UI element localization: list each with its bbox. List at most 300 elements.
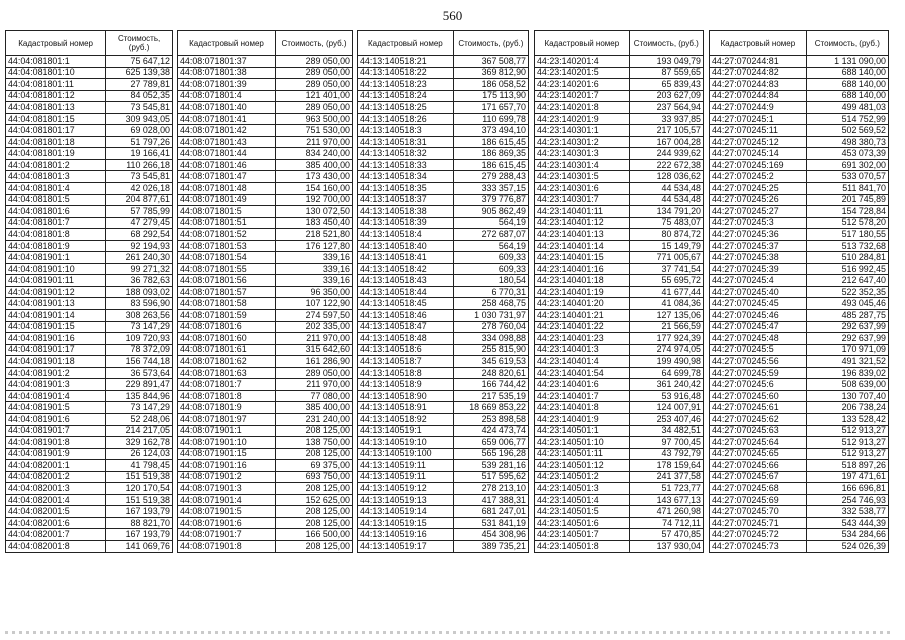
table-row bbox=[535, 483, 704, 495]
cost-cell: 97 700,45 bbox=[629, 437, 703, 449]
cost-cell: 424 473,74 bbox=[453, 425, 528, 437]
table-row bbox=[358, 333, 529, 345]
cadastral-number-cell: 44:08:071901:7 bbox=[178, 529, 276, 541]
cost-cell: 121 401,00 bbox=[276, 90, 353, 102]
header-cost: Стоимость, (руб.) bbox=[106, 31, 173, 56]
cost-cell: 493 045,46 bbox=[806, 298, 888, 310]
cadastral-number-cell: 44:27:070245:45 bbox=[710, 298, 807, 310]
cadastral-number-cell: 44:23:140301:6 bbox=[535, 183, 630, 195]
table-row bbox=[710, 471, 889, 483]
table-row bbox=[6, 298, 173, 310]
table-row bbox=[535, 425, 704, 437]
cadastral-number-cell: 44:13:140518:92 bbox=[358, 413, 454, 425]
cadastral-number-cell: 44:27:070245:25 bbox=[710, 183, 807, 195]
cadastral-number-cell: 44:13:140518:24 bbox=[358, 90, 454, 102]
cost-cell: 534 284,66 bbox=[806, 529, 888, 541]
table-row bbox=[710, 506, 889, 518]
cost-cell: 167 193,79 bbox=[106, 506, 173, 518]
cadastral-number-cell: 44:27:070245:60 bbox=[710, 390, 807, 402]
cost-cell: 485 287,75 bbox=[806, 310, 888, 322]
table-row bbox=[358, 263, 529, 275]
cost-cell: 151 519,38 bbox=[106, 494, 173, 506]
cadastral-number-cell: 44:08:071801:56 bbox=[178, 275, 276, 287]
table-row bbox=[710, 367, 889, 379]
table-row bbox=[710, 90, 889, 102]
cadastral-number-cell: 44:27:070245:36 bbox=[710, 229, 807, 241]
cost-cell: 68 292,54 bbox=[106, 229, 173, 241]
table-row bbox=[535, 540, 704, 552]
cost-cell: 52 248,06 bbox=[106, 413, 173, 425]
header-cadastral-number: Кадастровый номер bbox=[710, 31, 807, 56]
table-row bbox=[358, 217, 529, 229]
table-row bbox=[178, 517, 353, 529]
cadastral-number-cell: 44:13:140519:17 bbox=[358, 540, 454, 552]
cadastral-number-cell: 44:23:140301:2 bbox=[535, 136, 630, 148]
table-row bbox=[6, 379, 173, 391]
table-row bbox=[710, 183, 889, 195]
cadastral-number-cell: 44:23:140401:3 bbox=[535, 344, 630, 356]
cost-cell: 564,19 bbox=[453, 240, 528, 252]
table-row bbox=[6, 506, 173, 518]
cadastral-number-cell: 44:04:081901:2 bbox=[6, 367, 106, 379]
cadastral-number-cell: 44:08:071901:6 bbox=[178, 517, 276, 529]
cadastral-number-cell: 44:13:140518:40 bbox=[358, 240, 454, 252]
cadastral-number-cell: 44:04:082001:1 bbox=[6, 460, 106, 472]
table-row bbox=[358, 540, 529, 552]
cost-cell: 339,16 bbox=[276, 275, 353, 287]
cost-cell: 166 744,42 bbox=[453, 379, 528, 391]
table-row bbox=[358, 90, 529, 102]
cadastral-number-cell: 44:23:140501:2 bbox=[535, 471, 630, 483]
table-row bbox=[6, 102, 173, 114]
cost-cell: 151 519,38 bbox=[106, 471, 173, 483]
cadastral-number-cell: 44:27:070245:69 bbox=[710, 494, 807, 506]
cost-cell: 128 036,62 bbox=[629, 171, 703, 183]
cadastral-number-cell: 44:08:071901:16 bbox=[178, 460, 276, 472]
table-row bbox=[6, 286, 173, 298]
cost-cell: 204 877,61 bbox=[106, 194, 173, 206]
cost-cell: 167 004,28 bbox=[629, 136, 703, 148]
table-row bbox=[178, 125, 353, 137]
cadastral-number-cell: 44:13:140518:26 bbox=[358, 113, 454, 125]
cost-cell: 659 006,77 bbox=[453, 437, 528, 449]
cadastral-number-cell: 44:27:070245:63 bbox=[710, 425, 807, 437]
cost-cell: 57 470,85 bbox=[629, 529, 703, 541]
table-row bbox=[178, 171, 353, 183]
cadastral-number-cell: 44:08:071801:6 bbox=[178, 321, 276, 333]
table-row bbox=[178, 263, 353, 275]
cost-cell: 166 500,00 bbox=[276, 529, 353, 541]
cadastral-number-cell: 44:08:071901:1 bbox=[178, 425, 276, 437]
cost-cell: 309 943,05 bbox=[106, 113, 173, 125]
table-row bbox=[535, 321, 704, 333]
cadastral-number-cell: 44:13:140518:35 bbox=[358, 183, 454, 195]
cost-cell: 248 820,61 bbox=[453, 367, 528, 379]
table-row bbox=[358, 252, 529, 264]
table-row bbox=[6, 148, 173, 160]
cadastral-number-cell: 44:27:070245:47 bbox=[710, 321, 807, 333]
cadastral-number-cell: 44:08:071901:10 bbox=[178, 437, 276, 449]
cost-cell: 241 377,58 bbox=[629, 471, 703, 483]
cost-cell: 539 281,16 bbox=[453, 460, 528, 472]
cost-cell: 361 240,42 bbox=[629, 379, 703, 391]
cost-cell: 289 050,00 bbox=[276, 67, 353, 79]
table-row bbox=[710, 125, 889, 137]
cost-cell: 154 160,00 bbox=[276, 183, 353, 195]
cadastral-number-cell: 44:27:070245:71 bbox=[710, 517, 807, 529]
table-row bbox=[6, 159, 173, 171]
cost-cell: 143 677,13 bbox=[629, 494, 703, 506]
cost-cell: 88 821,70 bbox=[106, 517, 173, 529]
cost-cell: 609,33 bbox=[453, 263, 528, 275]
cadastral-number-cell: 44:13:140518:37 bbox=[358, 194, 454, 206]
cost-cell: 41 798,45 bbox=[106, 460, 173, 472]
cadastral-number-cell: 44:27:070244:84 bbox=[710, 90, 807, 102]
table-row bbox=[6, 460, 173, 472]
table-row bbox=[358, 113, 529, 125]
cost-cell: 339,16 bbox=[276, 252, 353, 264]
table-row bbox=[710, 402, 889, 414]
header-cadastral-number: Кадастровый номер bbox=[178, 31, 276, 56]
cadastral-number-cell: 44:13:140518:91 bbox=[358, 402, 454, 414]
cost-cell: 208 125,00 bbox=[276, 483, 353, 495]
cadastral-number-cell: 44:04:081901:17 bbox=[6, 344, 106, 356]
cadastral-number-cell: 44:04:081901:14 bbox=[6, 310, 106, 322]
table-row bbox=[6, 517, 173, 529]
cost-cell: 41 084,36 bbox=[629, 298, 703, 310]
cadastral-number-cell: 44:27:070245:5 bbox=[710, 344, 807, 356]
cadastral-table-3 bbox=[357, 30, 529, 553]
table-row bbox=[358, 356, 529, 368]
cadastral-number-cell: 44:08:071801:39 bbox=[178, 79, 276, 91]
table-row bbox=[535, 356, 704, 368]
cost-cell: 188 093,02 bbox=[106, 286, 173, 298]
cadastral-number-cell: 44:13:140518:21 bbox=[358, 56, 454, 68]
table-row bbox=[710, 517, 889, 529]
table-row bbox=[710, 240, 889, 252]
table-row bbox=[710, 413, 889, 425]
table-row bbox=[6, 252, 173, 264]
cost-cell: 201 745,89 bbox=[806, 194, 888, 206]
cost-cell: 186 058,52 bbox=[453, 79, 528, 91]
cadastral-number-cell: 44:23:140301:5 bbox=[535, 171, 630, 183]
table-row bbox=[710, 333, 889, 345]
cost-cell: 254 746,93 bbox=[806, 494, 888, 506]
table-row bbox=[710, 321, 889, 333]
cadastral-number-cell: 44:13:140519:16 bbox=[358, 529, 454, 541]
header-cost: Стоимость, (руб.) bbox=[806, 31, 888, 56]
cadastral-table-1 bbox=[5, 30, 173, 553]
table-row bbox=[535, 148, 704, 160]
cost-cell: 289 050,00 bbox=[276, 79, 353, 91]
cadastral-number-cell: 44:04:081801:11 bbox=[6, 79, 106, 91]
table-row bbox=[6, 275, 173, 287]
header-cadastral-number: Кадастровый номер bbox=[358, 31, 454, 56]
table-row bbox=[6, 136, 173, 148]
table-row bbox=[535, 136, 704, 148]
cost-cell: 518 897,26 bbox=[806, 460, 888, 472]
cost-cell: 278 760,04 bbox=[453, 321, 528, 333]
cost-cell: 454 308,96 bbox=[453, 529, 528, 541]
cost-cell: 512 913,27 bbox=[806, 425, 888, 437]
table-row bbox=[710, 79, 889, 91]
cadastral-number-cell: 44:23:140501:10 bbox=[535, 437, 630, 449]
table-row bbox=[710, 460, 889, 472]
cadastral-number-cell: 44:13:140518:4 bbox=[358, 229, 454, 241]
cadastral-number-cell: 44:23:140301:1 bbox=[535, 125, 630, 137]
cadastral-number-cell: 44:27:070245:70 bbox=[710, 506, 807, 518]
cadastral-number-cell: 44:23:140401:9 bbox=[535, 413, 630, 425]
table-row bbox=[178, 183, 353, 195]
table-row bbox=[535, 344, 704, 356]
cadastral-number-cell: 44:23:140401:15 bbox=[535, 252, 630, 264]
cost-cell: 471 260,98 bbox=[629, 506, 703, 518]
cadastral-number-cell: 44:23:140401:6 bbox=[535, 379, 630, 391]
table-row bbox=[710, 136, 889, 148]
cost-cell: 208 125,00 bbox=[276, 425, 353, 437]
cadastral-number-cell: 44:08:071801:7 bbox=[178, 379, 276, 391]
cadastral-number-cell: 44:04:082001:6 bbox=[6, 517, 106, 529]
cost-cell: 51 797,26 bbox=[106, 136, 173, 148]
table-row bbox=[710, 379, 889, 391]
cost-cell: 73 545,81 bbox=[106, 102, 173, 114]
cadastral-number-cell: 44:27:070245:66 bbox=[710, 460, 807, 472]
table-row bbox=[178, 437, 353, 449]
cost-cell: 180,54 bbox=[453, 275, 528, 287]
table-row bbox=[710, 159, 889, 171]
cost-cell: 315 642,60 bbox=[276, 344, 353, 356]
cadastral-number-cell: 44:13:140518:8 bbox=[358, 367, 454, 379]
table-row bbox=[535, 183, 704, 195]
cost-cell: 57 785,99 bbox=[106, 206, 173, 218]
cost-cell: 261 240,30 bbox=[106, 252, 173, 264]
cadastral-number-cell: 44:04:081801:1 bbox=[6, 56, 106, 68]
table-row bbox=[178, 56, 353, 68]
cost-cell: 109 720,93 bbox=[106, 333, 173, 345]
table-row bbox=[358, 67, 529, 79]
cadastral-number-cell: 44:13:140518:32 bbox=[358, 148, 454, 160]
cost-cell: 543 444,39 bbox=[806, 517, 888, 529]
cadastral-number-cell: 44:27:070245:56 bbox=[710, 356, 807, 368]
header-cost: Стоимость, (руб.) bbox=[453, 31, 528, 56]
cost-cell: 258 468,75 bbox=[453, 298, 528, 310]
cadastral-number-cell: 44:13:140518:25 bbox=[358, 102, 454, 114]
cost-cell: 693 750,00 bbox=[276, 471, 353, 483]
table-row bbox=[178, 494, 353, 506]
cadastral-number-cell: 44:23:140401:20 bbox=[535, 298, 630, 310]
table-row bbox=[6, 217, 173, 229]
table-row bbox=[6, 56, 173, 68]
cost-cell: 389 735,21 bbox=[453, 540, 528, 552]
table-row bbox=[178, 529, 353, 541]
cadastral-number-cell: 44:13:140518:90 bbox=[358, 390, 454, 402]
cost-cell: 333 357,15 bbox=[453, 183, 528, 195]
cost-cell: 73 147,29 bbox=[106, 321, 173, 333]
cadastral-number-cell: 44:13:140518:33 bbox=[358, 159, 454, 171]
cost-cell: 138 750,00 bbox=[276, 437, 353, 449]
table-row bbox=[710, 390, 889, 402]
table-row bbox=[178, 194, 353, 206]
table-row bbox=[535, 437, 704, 449]
table-row bbox=[710, 344, 889, 356]
cost-cell: 516 992,45 bbox=[806, 263, 888, 275]
cadastral-number-cell: 44:27:070245:26 bbox=[710, 194, 807, 206]
table-row bbox=[535, 252, 704, 264]
table-row bbox=[358, 494, 529, 506]
table-row bbox=[710, 229, 889, 241]
cost-cell: 33 937,85 bbox=[629, 113, 703, 125]
cadastral-number-cell: 44:27:070245:169 bbox=[710, 159, 807, 171]
cost-cell: 688 140,00 bbox=[806, 90, 888, 102]
cadastral-number-cell: 44:13:140518:31 bbox=[358, 136, 454, 148]
cadastral-number-cell: 44:08:071801:51 bbox=[178, 217, 276, 229]
cost-cell: 508 639,00 bbox=[806, 379, 888, 391]
cadastral-number-cell: 44:23:140501:8 bbox=[535, 540, 630, 552]
table-row bbox=[178, 356, 353, 368]
cost-cell: 110 266,18 bbox=[106, 159, 173, 171]
cost-cell: 905 862,49 bbox=[453, 206, 528, 218]
cost-cell: 36 782,63 bbox=[106, 275, 173, 287]
cadastral-number-cell: 44:27:070245:48 bbox=[710, 333, 807, 345]
cost-cell: 65 839,43 bbox=[629, 79, 703, 91]
table-row bbox=[358, 425, 529, 437]
table-row bbox=[535, 263, 704, 275]
cadastral-number-cell: 44:23:140401:11 bbox=[535, 206, 630, 218]
cadastral-number-cell: 44:08:071801:46 bbox=[178, 159, 276, 171]
cost-cell: 183 450,40 bbox=[276, 217, 353, 229]
cadastral-number-cell: 44:04:081901:13 bbox=[6, 298, 106, 310]
table-row bbox=[358, 344, 529, 356]
table-row bbox=[710, 494, 889, 506]
cadastral-number-cell: 44:04:081901:3 bbox=[6, 379, 106, 391]
cost-cell: 21 566,59 bbox=[629, 321, 703, 333]
cadastral-number-cell: 44:08:071801:55 bbox=[178, 263, 276, 275]
header-cadastral-number: Кадастровый номер bbox=[6, 31, 106, 56]
cadastral-number-cell: 44:23:140301:3 bbox=[535, 148, 630, 160]
cadastral-number-cell: 44:04:082001:2 bbox=[6, 471, 106, 483]
cadastral-number-cell: 44:27:070245:3 bbox=[710, 217, 807, 229]
cost-cell: 625 139,38 bbox=[106, 67, 173, 79]
table-row bbox=[178, 390, 353, 402]
cadastral-number-cell: 44:04:081901:18 bbox=[6, 356, 106, 368]
cost-cell: 214 217,05 bbox=[106, 425, 173, 437]
table-row bbox=[535, 67, 704, 79]
cost-cell: 55 695,72 bbox=[629, 275, 703, 287]
table-row bbox=[358, 194, 529, 206]
cost-cell: 127 135,06 bbox=[629, 310, 703, 322]
cost-cell: 156 744,18 bbox=[106, 356, 173, 368]
cost-cell: 96 350,00 bbox=[276, 286, 353, 298]
cost-cell: 385 400,00 bbox=[276, 159, 353, 171]
cost-cell: 44 534,48 bbox=[629, 194, 703, 206]
table-row bbox=[178, 379, 353, 391]
cost-cell: 385 400,00 bbox=[276, 402, 353, 414]
table-row bbox=[178, 333, 353, 345]
cadastral-number-cell: 44:27:070245:59 bbox=[710, 367, 807, 379]
cadastral-number-cell: 44:08:071801:47 bbox=[178, 171, 276, 183]
cost-cell: 511 841,70 bbox=[806, 183, 888, 195]
cadastral-table-4 bbox=[534, 30, 704, 553]
table-row bbox=[6, 344, 173, 356]
cadastral-number-cell: 44:13:140518:9 bbox=[358, 379, 454, 391]
cost-cell: 47 279,45 bbox=[106, 217, 173, 229]
table-row bbox=[535, 286, 704, 298]
table-row bbox=[6, 310, 173, 322]
cadastral-number-cell: 44:04:081901:1 bbox=[6, 252, 106, 264]
cadastral-number-cell: 44:23:140301:7 bbox=[535, 194, 630, 206]
cost-cell: 75 647,12 bbox=[106, 56, 173, 68]
cadastral-number-cell: 44:04:081801:4 bbox=[6, 183, 106, 195]
cost-cell: 77 080,00 bbox=[276, 390, 353, 402]
cadastral-number-cell: 44:04:082001:7 bbox=[6, 529, 106, 541]
cadastral-number-cell: 44:04:082001:5 bbox=[6, 506, 106, 518]
cadastral-number-cell: 44:23:140201:6 bbox=[535, 79, 630, 91]
cost-cell: 192 700,00 bbox=[276, 194, 353, 206]
cost-cell: 202 335,00 bbox=[276, 321, 353, 333]
cost-cell: 289 050,00 bbox=[276, 56, 353, 68]
cadastral-number-cell: 44:13:140518:43 bbox=[358, 275, 454, 287]
table-row bbox=[710, 286, 889, 298]
cost-cell: 272 687,07 bbox=[453, 229, 528, 241]
table-row bbox=[535, 460, 704, 472]
cadastral-table-2 bbox=[177, 30, 353, 553]
cadastral-number-cell: 44:13:140519:11 bbox=[358, 460, 454, 472]
cadastral-number-cell: 44:27:070245:65 bbox=[710, 448, 807, 460]
cadastral-number-cell: 44:23:140401:8 bbox=[535, 402, 630, 414]
table-row bbox=[535, 529, 704, 541]
cost-cell: 531 841,19 bbox=[453, 517, 528, 529]
cost-cell: 771 005,67 bbox=[629, 252, 703, 264]
cost-cell: 834 240,00 bbox=[276, 148, 353, 160]
cost-cell: 345 619,53 bbox=[453, 356, 528, 368]
table-row bbox=[710, 540, 889, 552]
table-row bbox=[178, 460, 353, 472]
table-row bbox=[6, 402, 173, 414]
cadastral-number-cell: 44:08:071901:5 bbox=[178, 506, 276, 518]
cadastral-number-cell: 44:04:081901:11 bbox=[6, 275, 106, 287]
table-row bbox=[535, 79, 704, 91]
cost-cell: 208 125,00 bbox=[276, 540, 353, 552]
table-row bbox=[178, 148, 353, 160]
cadastral-number-cell: 44:13:140518:39 bbox=[358, 217, 454, 229]
cadastral-number-cell: 44:27:070244:9 bbox=[710, 102, 807, 114]
table-row bbox=[6, 494, 173, 506]
cadastral-number-cell: 44:08:071801:48 bbox=[178, 183, 276, 195]
cadastral-number-cell: 44:23:140401:54 bbox=[535, 367, 630, 379]
table-row bbox=[710, 252, 889, 264]
cadastral-number-cell: 44:08:071901:2 bbox=[178, 471, 276, 483]
cadastral-number-cell: 44:08:071801:41 bbox=[178, 113, 276, 125]
cost-cell: 499 481,03 bbox=[806, 102, 888, 114]
table-row bbox=[358, 379, 529, 391]
cadastral-number-cell: 44:04:082001:4 bbox=[6, 494, 106, 506]
cadastral-number-cell: 44:23:140401:16 bbox=[535, 263, 630, 275]
cadastral-number-cell: 44:27:070245:67 bbox=[710, 471, 807, 483]
cadastral-number-cell: 44:13:140518:7 bbox=[358, 356, 454, 368]
cost-cell: 175 113,90 bbox=[453, 90, 528, 102]
table-row bbox=[178, 471, 353, 483]
cadastral-number-cell: 44:13:140518:22 bbox=[358, 67, 454, 79]
cost-cell: 510 284,81 bbox=[806, 252, 888, 264]
cadastral-number-cell: 44:08:071801:53 bbox=[178, 240, 276, 252]
table-row bbox=[710, 148, 889, 160]
table-row bbox=[6, 390, 173, 402]
cadastral-number-cell: 44:08:071801:52 bbox=[178, 229, 276, 241]
cadastral-number-cell: 44:23:140201:7 bbox=[535, 90, 630, 102]
cadastral-number-cell: 44:04:081801:12 bbox=[6, 90, 106, 102]
cadastral-number-cell: 44:13:140518:47 bbox=[358, 321, 454, 333]
cadastral-number-cell: 44:04:081901:6 bbox=[6, 413, 106, 425]
